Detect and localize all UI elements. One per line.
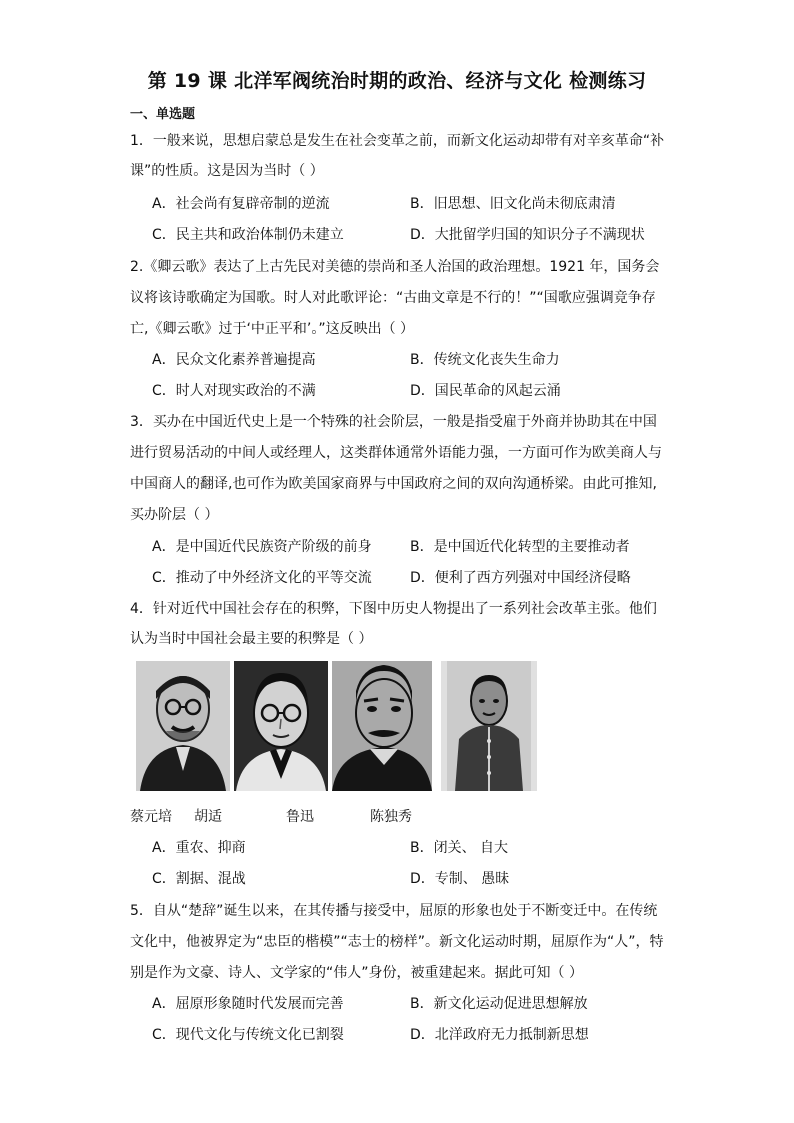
- portrait-image-hu-shi: [234, 661, 328, 791]
- question-4-option-c: C．割据、混战: [152, 871, 246, 887]
- question-3-option-d: D．便利了西方列强对中国经济侵略: [410, 570, 631, 586]
- question-1-option-a: A．社会尚有复辟帝制的逆流: [152, 196, 330, 212]
- question-5-option-a: A．屈原形象随时代发展而完善: [152, 996, 344, 1012]
- question-2-option-a: A．民众文化素养普遍提高: [152, 352, 316, 368]
- question-4-line-2: 认为当时中国社会最主要的积弊是（ ）: [130, 631, 373, 647]
- question-3-option-a: A．是中国近代民族资产阶级的前身: [152, 539, 372, 555]
- question-4-line-1: 4．针对近代中国社会存在的积弊，下图中历史人物提出了一系列社会改革主张。他们: [130, 601, 657, 617]
- question-2-line-2: 议将该诗歌确定为国歌。时人对此歌评论：“古曲文章是不行的！”“国歌应强调竞争存: [130, 290, 656, 306]
- question-1-option-c: C．民主共和政治体制仍未建立: [152, 227, 344, 243]
- question-3-line-3: 中国商人的翻译,也可作为欧美国家商界与中国政府之间的双向沟通桥梁。由此可推知,: [130, 476, 657, 492]
- question-4-option-d: D．专制、 愚昧: [410, 871, 510, 887]
- question-5-line-3: 别是作为文豪、诗人、文学家的“伟人”身份，被重建起来。据此可知（ ）: [130, 965, 583, 981]
- portrait-image-chen-duxiu: [441, 661, 537, 791]
- page-title: 第 19 课 北洋军阀统治时期的政治、经济与文化 检测练习: [147, 70, 647, 92]
- portrait-image-lu-xun: [332, 661, 432, 791]
- question-4-option-a: A．重农、抑商: [152, 840, 246, 856]
- question-5-line-1: 5．自从“楚辞”诞生以来，在其传播与接受中，屈原的形象也处于不断变迁中。在传统: [130, 903, 658, 919]
- question-4-option-b: B．闭关、 自大: [410, 840, 509, 856]
- question-5-option-d: D．北洋政府无力抵制新思想: [410, 1027, 589, 1043]
- question-1-line-1: 1．一般来说，思想启蒙总是发生在社会变革之前，而新文化运动却带有对辛亥革命“补: [130, 133, 665, 149]
- question-3-line-1: 3．买办在中国近代史上是一个特殊的社会阶层，一般是指受雇于外商并协助其在中国: [130, 414, 657, 430]
- question-2-option-d: D．国民革命的风起云涌: [410, 383, 561, 399]
- question-2-option-b: B．传统文化丧失生命力: [410, 352, 560, 368]
- caption-hu-shi: 胡适: [194, 809, 222, 825]
- question-1-line-2: 课”的性质。这是因为当时（ ）: [130, 163, 324, 179]
- question-2-line-1: 2.《卿云歌》表达了上古先民对美德的崇尚和圣人治国的政治理想。1921 年，国务会: [130, 259, 660, 275]
- caption-lu-xun: 鲁迅: [286, 809, 314, 825]
- question-3-option-c: C．推动了中外经济文化的平等交流: [152, 570, 372, 586]
- question-3-line-4: 买办阶层（ ）: [130, 507, 219, 523]
- question-5-option-c: C．现代文化与传统文化已割裂: [152, 1027, 344, 1043]
- question-1-option-d: D．大批留学归国的知识分子不满现状: [410, 227, 645, 243]
- question-3-line-2: 进行贸易活动的中间人或经理人，这类群体通常外语能力强，一方面可作为欧美商人与: [130, 445, 662, 461]
- question-2-line-3: 亡,《卿云歌》过于‘中正平和’。”这反映出（ ）: [130, 321, 415, 337]
- caption-chen-duxiu: 陈独秀: [370, 809, 412, 825]
- question-3-option-b: B．是中国近代化转型的主要推动者: [410, 539, 630, 555]
- section-heading: 一、单选题: [130, 107, 196, 122]
- caption-cai-yuanpei: 蔡元培: [130, 809, 172, 825]
- question-2-option-c: C．时人对现实政治的不满: [152, 383, 316, 399]
- question-5-line-2: 文化中，他被界定为“忠臣的楷模”“志士的榜样”。新文化运动时期，屈原作为“人”，特: [130, 934, 664, 950]
- question-5-option-b: B．新文化运动促进思想解放: [410, 996, 588, 1012]
- question-1-option-b: B．旧思想、旧文化尚未彻底肃清: [410, 196, 616, 212]
- portrait-image-cai-yuanpei: [136, 661, 230, 791]
